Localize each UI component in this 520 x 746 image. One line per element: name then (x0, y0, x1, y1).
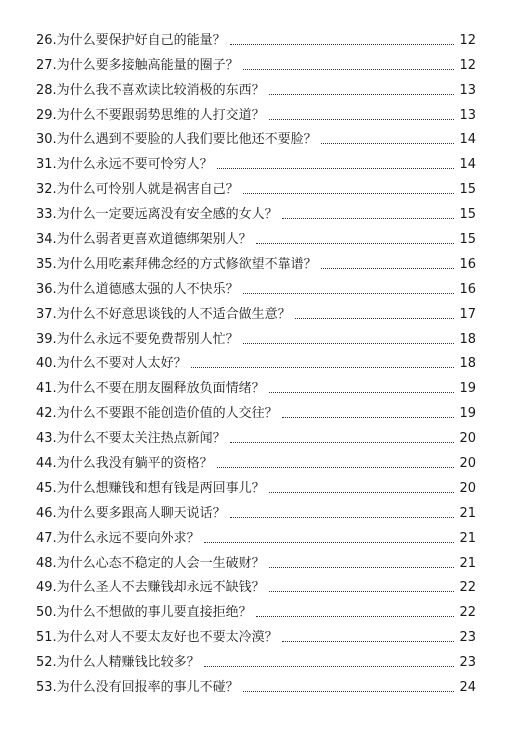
table-of-contents (36, 25, 476, 697)
toc-dot-leader (243, 293, 454, 294)
toc-entry-title: 34.为什么弱者更喜欢道德绑架别人？ (36, 232, 252, 248)
toc-entry-title: 33.为什么一定要远离没有安全感的女人？ (36, 207, 278, 223)
toc-dot-leader (269, 119, 454, 120)
toc-entry-page-number: 15 (459, 182, 476, 198)
toc-entry-title: 48.为什么心态不稳定的人会一生破财？ (36, 555, 265, 571)
toc-entry-page-number: 14 (459, 157, 476, 173)
toc-dot-leader (282, 218, 454, 219)
toc-entry-page-number: 20 (459, 431, 476, 447)
toc-entry-page-number: 13 (459, 82, 476, 98)
toc-dot-leader (321, 143, 454, 144)
toc-entry[interactable] (36, 473, 476, 498)
toc-entry-page-number: 22 (459, 580, 476, 596)
toc-entry-title: 43.为什么不要太关注热点新闻？ (36, 431, 226, 447)
toc-entry[interactable] (36, 174, 476, 199)
toc-entry-title: 50.为什么不想做的事儿要直接拒绝？ (36, 605, 252, 621)
toc-entry-page-number: 22 (459, 605, 476, 621)
toc-entry[interactable] (36, 498, 476, 523)
toc-dot-leader (217, 168, 454, 169)
toc-entry-title: 26.为什么要保护好自己的能量？ (36, 32, 226, 48)
toc-entry-title: 39.为什么永远不要免费帮别人忙？ (36, 331, 239, 347)
toc-entry-page-number: 20 (459, 456, 476, 472)
toc-entry-title: 45.为什么想赚钱和想有钱是两回事儿？ (36, 480, 265, 496)
toc-entry-page-number: 12 (459, 57, 476, 73)
toc-entry[interactable] (36, 373, 476, 398)
toc-entry[interactable] (36, 672, 476, 697)
toc-entry[interactable] (36, 50, 476, 75)
toc-entry[interactable] (36, 149, 476, 174)
toc-entry[interactable] (36, 100, 476, 125)
toc-entry-title: 37.为什么不好意思谈钱的人不适合做生意？ (36, 306, 291, 322)
toc-entry-title: 42.为什么不要跟不能创造价值的人交往？ (36, 406, 278, 422)
toc-entry-page-number: 13 (459, 107, 476, 123)
toc-dot-leader (269, 591, 454, 592)
toc-dot-leader (256, 616, 454, 617)
toc-entry-title: 47.为什么永远不要向外求？ (36, 530, 200, 546)
toc-entry-page-number: 21 (459, 555, 476, 571)
toc-dot-leader (217, 467, 454, 468)
toc-dot-leader (243, 193, 454, 194)
toc-entry[interactable] (36, 349, 476, 374)
toc-dot-leader (321, 268, 454, 269)
toc-dot-leader (204, 666, 454, 667)
toc-dot-leader (191, 367, 454, 368)
toc-entry[interactable] (36, 224, 476, 249)
toc-entry-page-number: 20 (459, 480, 476, 496)
toc-entry-title: 30.为什么遇到不要脸的人我们要比他还不要脸？ (36, 132, 317, 148)
toc-entry-page-number: 15 (459, 232, 476, 248)
toc-entry-title: 27.为什么要多接触高能量的圈子？ (36, 57, 239, 73)
toc-dot-leader (230, 44, 454, 45)
toc-dot-leader (269, 567, 454, 568)
toc-dot-leader (282, 641, 454, 642)
toc-dot-leader (282, 417, 454, 418)
toc-entry-title: 35.为什么用吃素拜佛念经的方式修欲望不靠谱？ (36, 256, 317, 272)
toc-entry[interactable] (36, 573, 476, 598)
toc-entry-page-number: 14 (459, 132, 476, 148)
toc-dot-leader (256, 243, 454, 244)
toc-entry[interactable] (36, 523, 476, 548)
toc-entry-title: 36.为什么道德感太强的人不快乐？ (36, 281, 239, 297)
toc-entry-page-number: 23 (459, 655, 476, 671)
toc-dot-leader (295, 318, 454, 319)
toc-entry-title: 53.为什么没有回报率的事儿不碰？ (36, 680, 239, 696)
toc-entry[interactable] (36, 125, 476, 150)
toc-entry-page-number: 18 (459, 356, 476, 372)
toc-entry[interactable] (36, 25, 476, 50)
toc-dot-leader (269, 492, 454, 493)
toc-entry-page-number: 12 (459, 32, 476, 48)
toc-entry-title: 52.为什么人精赚钱比较多？ (36, 655, 200, 671)
toc-entry-page-number: 17 (459, 306, 476, 322)
toc-dot-leader (243, 691, 454, 692)
toc-entry[interactable] (36, 249, 476, 274)
toc-dot-leader (243, 69, 454, 70)
toc-dot-leader (230, 442, 454, 443)
toc-entry[interactable] (36, 398, 476, 423)
toc-entry-page-number: 24 (459, 680, 476, 696)
toc-entry-page-number: 23 (459, 630, 476, 646)
toc-dot-leader (230, 517, 454, 518)
toc-entry[interactable] (36, 548, 476, 573)
toc-entry-page-number: 15 (459, 207, 476, 223)
toc-entry-title: 40.为什么不要对人太好？ (36, 356, 187, 372)
toc-entry-title: 28.为什么我不喜欢读比较消极的东西？ (36, 82, 265, 98)
toc-entry-page-number: 21 (459, 530, 476, 546)
toc-entry-page-number: 18 (459, 331, 476, 347)
toc-entry-page-number: 16 (459, 281, 476, 297)
toc-entry-title: 44.为什么我没有躺平的资格？ (36, 456, 213, 472)
toc-entry-title: 41.为什么不要在朋友圈释放负面情绪？ (36, 381, 265, 397)
toc-dot-leader (204, 542, 454, 543)
toc-entry[interactable] (36, 75, 476, 100)
toc-dot-leader (243, 343, 454, 344)
toc-entry-page-number: 19 (459, 381, 476, 397)
toc-entry-title: 49.为什么圣人不去赚钱却永远不缺钱？ (36, 580, 265, 596)
toc-entry[interactable] (36, 622, 476, 647)
toc-entry[interactable] (36, 423, 476, 448)
toc-entry-page-number: 19 (459, 406, 476, 422)
toc-entry-page-number: 21 (459, 505, 476, 521)
toc-entry[interactable] (36, 597, 476, 622)
toc-entry-title: 32.为什么可怜别人就是祸害自己？ (36, 182, 239, 198)
toc-entry[interactable] (36, 448, 476, 473)
toc-entry[interactable] (36, 274, 476, 299)
toc-entry-title: 46.为什么要多跟高人聊天说话？ (36, 505, 226, 521)
toc-entry[interactable] (36, 647, 476, 672)
toc-entry[interactable] (36, 324, 476, 349)
toc-dot-leader (269, 392, 454, 393)
toc-entry[interactable] (36, 199, 476, 224)
toc-dot-leader (269, 94, 454, 95)
toc-entry-title: 51.为什么对人不要太友好也不要太冷漠？ (36, 630, 278, 646)
toc-entry-title: 31.为什么永远不要可怜穷人？ (36, 157, 213, 173)
toc-entry-title: 29.为什么不要跟弱势思维的人打交道？ (36, 107, 265, 123)
toc-entry[interactable] (36, 299, 476, 324)
toc-entry-page-number: 16 (459, 256, 476, 272)
